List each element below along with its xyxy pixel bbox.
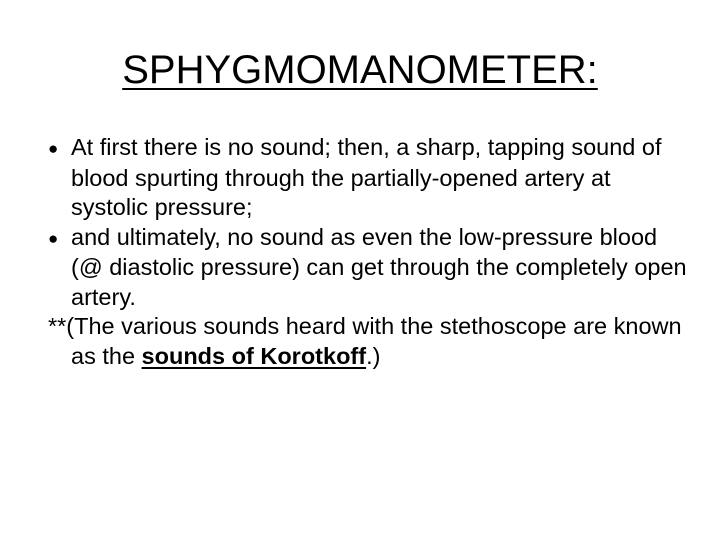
korotkoff-note — [48, 312, 688, 371]
bullet-text-2: and ultimately, no sound as even the low-pressure blood (@ diastolic pressure) can get through the completely open artery. — [71, 223, 687, 310]
note-suffix: .) — [366, 342, 381, 369]
bullet-icon: ● — [48, 228, 59, 248]
note-prefix: **(The various sounds heard with the stethoscope are known as the — [48, 313, 682, 369]
slide-title: SPHYGMOMANOMETER: — [122, 48, 598, 92]
bullet-item-2 — [48, 223, 688, 313]
slide-body — [48, 133, 688, 371]
bullet-icon: ● — [48, 139, 59, 158]
bullet-text-1: At first there is no sound; then, a sharp, tapping sound of blood spurting through the partially-opened artery at systolic pressure; — [71, 134, 662, 220]
bullet-item-1 — [48, 133, 688, 223]
note-emphasis: sounds of Korotkoff — [141, 342, 367, 369]
